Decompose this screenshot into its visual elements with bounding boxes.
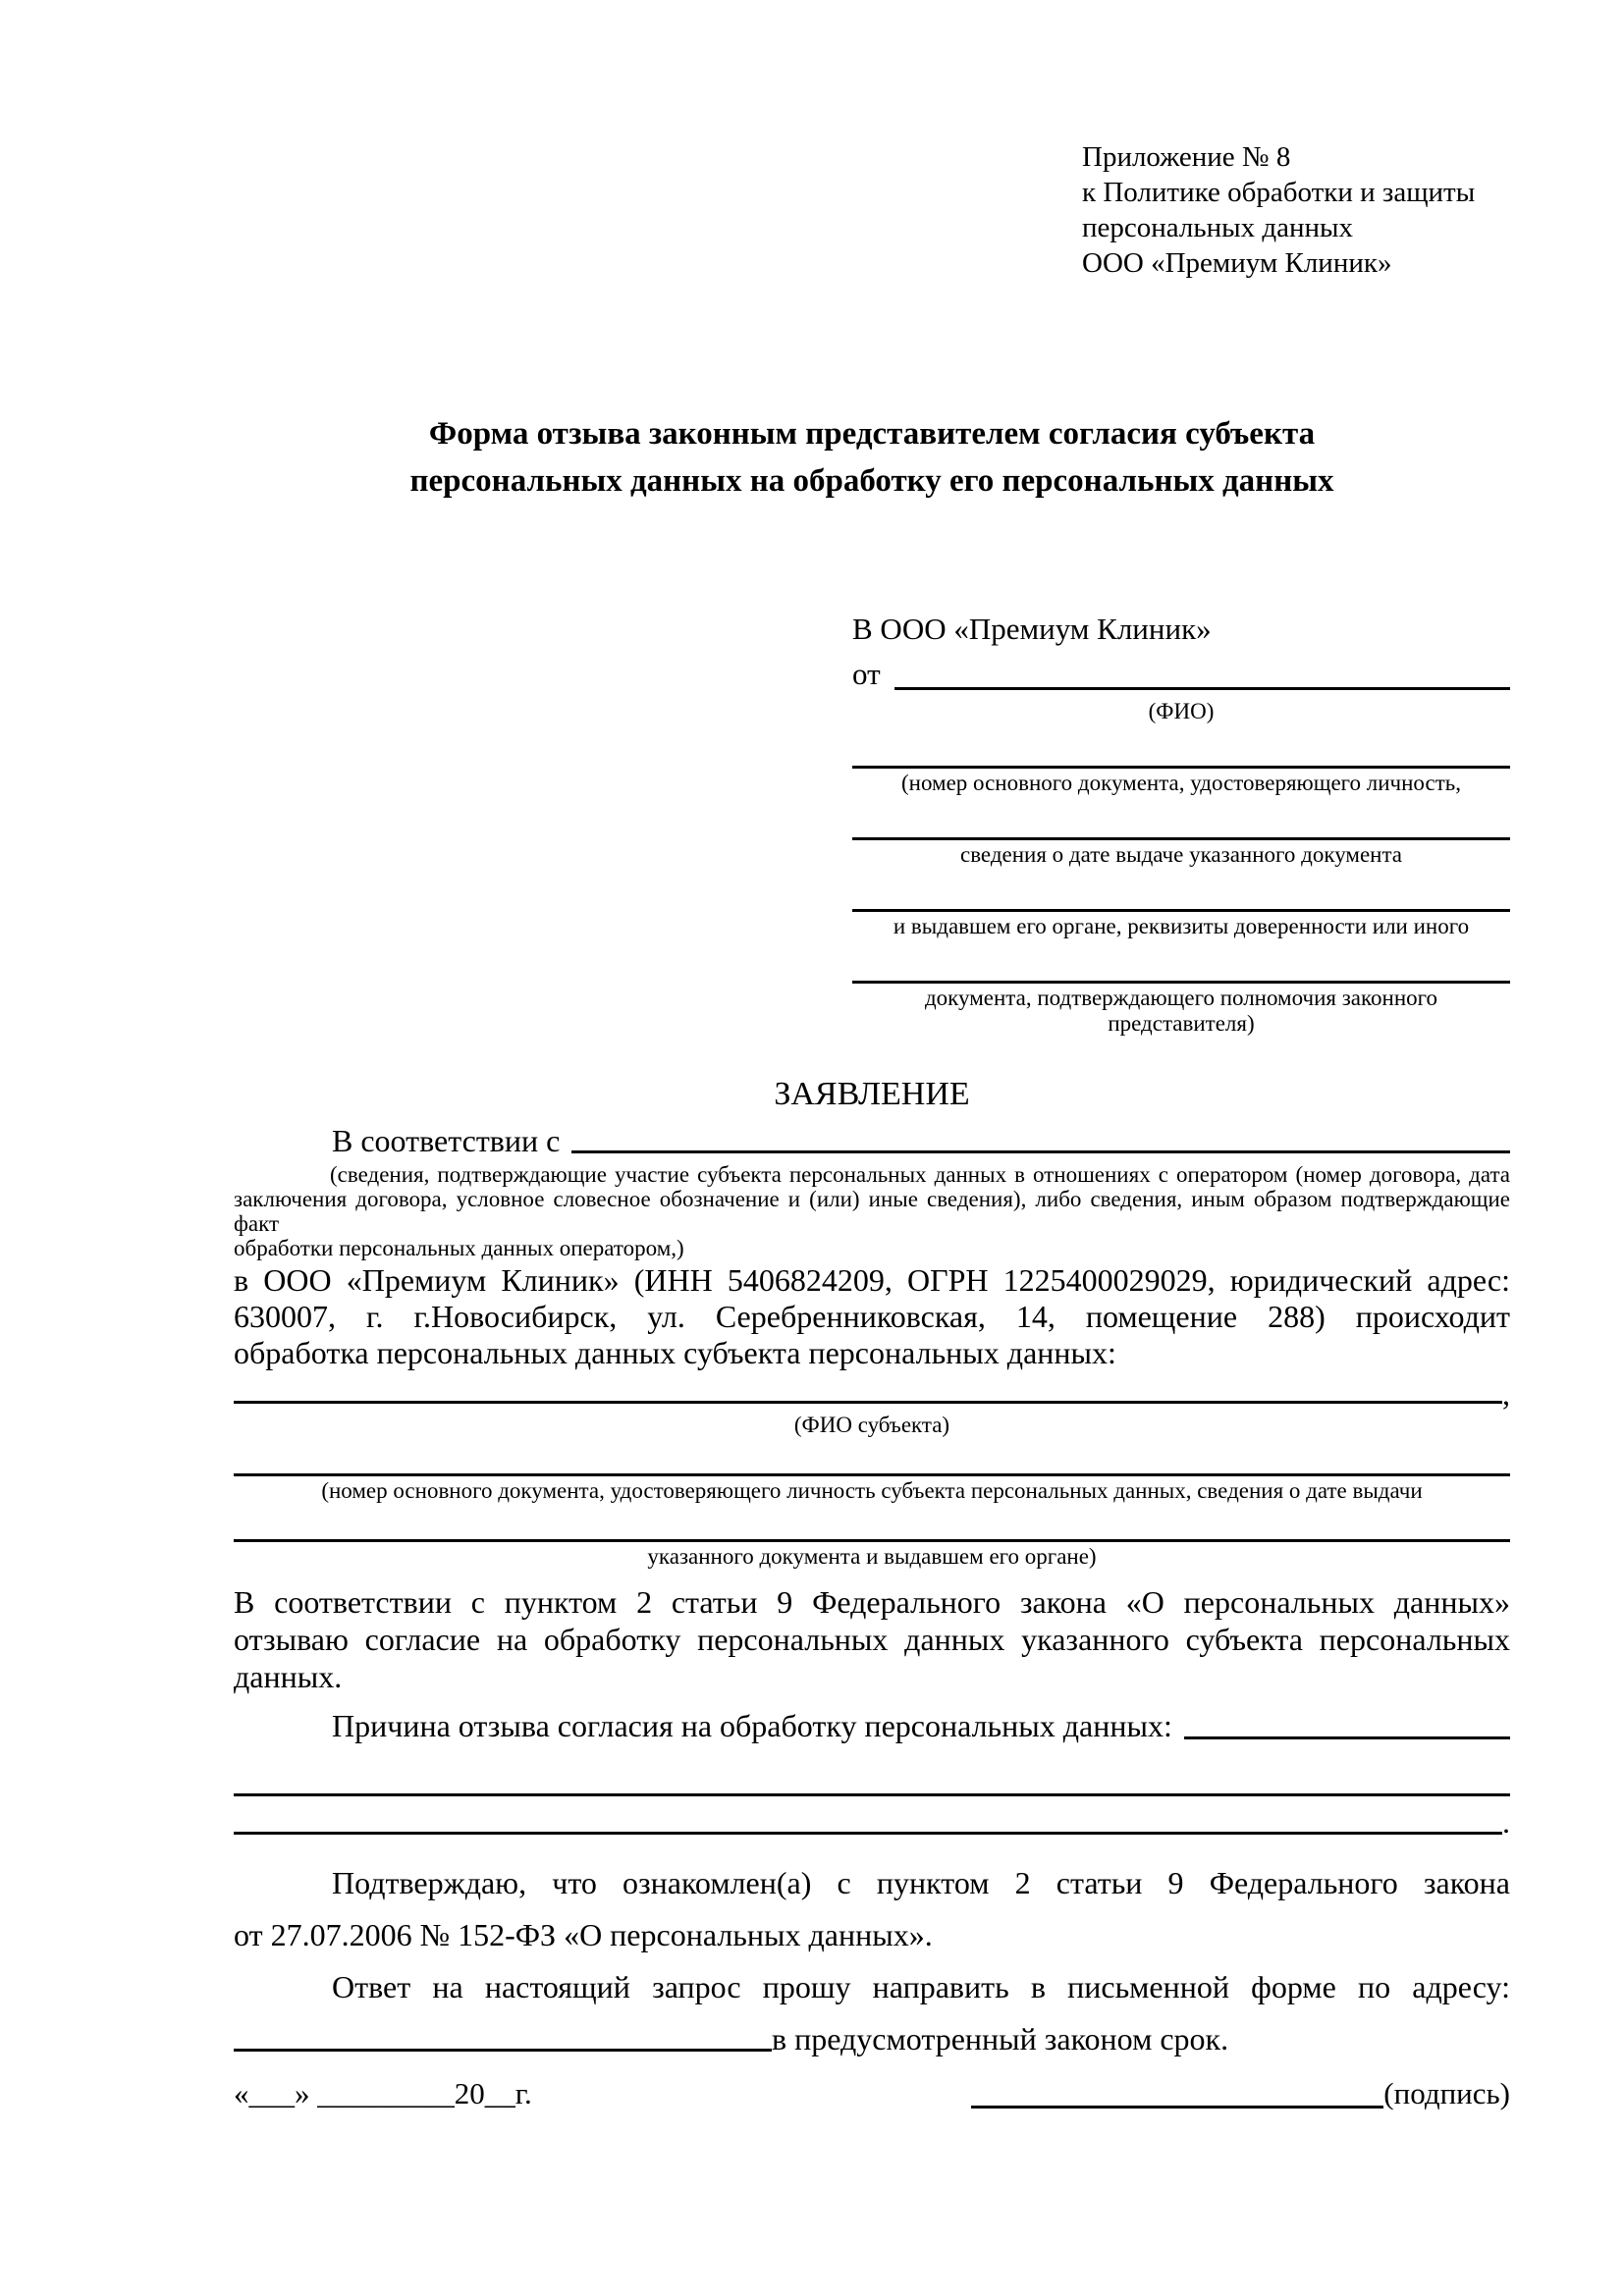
from-blank-line bbox=[894, 687, 1510, 690]
operator-paragraph bbox=[234, 1262, 1510, 1371]
response-address-row bbox=[234, 2019, 1510, 2058]
from-label: от bbox=[852, 657, 881, 691]
response-line-1: Ответ на настоящий запрос прошу направить в письменной форме по адресу: bbox=[332, 1969, 1510, 2004]
date-blank: «___» _________20__г. bbox=[234, 2076, 532, 2110]
acknowledgement-paragraph bbox=[234, 1857, 1510, 1961]
signature-caption: (подпись) bbox=[1383, 2076, 1510, 2110]
subject-fio-row bbox=[234, 1377, 1510, 1411]
intro-caption-line: заключения договора, условное словесное обозначение и (или) иные сведения), либо сведения, иным образом подтверждающие факт bbox=[234, 1187, 1510, 1236]
subject-doc-line-2 bbox=[234, 1527, 1510, 1542]
doc-caption-1: (номер основного документа, удостоверяющего личность, bbox=[900, 771, 1461, 795]
withdrawal-line: В соответствии с пунктом 2 статьи 9 Федерального закона «О персональных данных» bbox=[234, 1584, 1510, 1620]
operator-paragraph-line: 630007, г. г.Новосибирск, ул. Серебренниковская, 14, помещение 288) происходит bbox=[234, 1299, 1510, 1334]
doc-blank-line-3 bbox=[852, 897, 1510, 912]
footer-row bbox=[234, 2072, 1510, 2115]
intro-blank-line bbox=[571, 1150, 1510, 1153]
form-title-line: персональных данных на обработку его персональных данных bbox=[409, 463, 1334, 499]
withdrawal-line: отзываю согласие на обработку персональных данных указанного субъекта персональных bbox=[234, 1622, 1510, 1657]
appendix-line: к Политике обработки и защиты bbox=[1082, 177, 1476, 208]
intro-caption-line: (сведения, подтверждающие участие субъекта персональных данных в отношениях с оператором (номер договора, дата bbox=[330, 1162, 1510, 1187]
reason-extra-line-1 bbox=[234, 1782, 1510, 1796]
signature-line bbox=[971, 2106, 1383, 2109]
intro-caption-line: обработки персональных данных оператором,) bbox=[234, 1236, 684, 1260]
subject-fio-suffix: , bbox=[1502, 1376, 1510, 1412]
appendix-line: персональных данных bbox=[1082, 212, 1354, 243]
subject-doc-caption-1: (номер основного документа, удостоверяющего личность субъекта персональных данных, сведения о дате выдачи bbox=[321, 1478, 1423, 1503]
subject-fio-line bbox=[234, 1401, 1502, 1404]
reason-blank-suffix: . bbox=[1502, 1804, 1510, 1840]
reason-blank-line bbox=[1184, 1736, 1510, 1739]
appendix-note bbox=[1082, 139, 1510, 281]
addressee-to: В ООО «Премиум Клиник» bbox=[852, 612, 1212, 646]
subject-doc-caption-2: указанного документа и выдавшем его органе) bbox=[647, 1544, 1097, 1569]
doc-blank-line-4 bbox=[852, 969, 1510, 984]
doc-blank-line-2 bbox=[852, 826, 1510, 840]
intro-caption bbox=[234, 1162, 1510, 1260]
form-title-line: Форма отзыва законным представителем согласия субъекта bbox=[428, 416, 1316, 452]
form-title bbox=[234, 410, 1510, 505]
response-paragraph bbox=[234, 1961, 1510, 2013]
acknowledgement-line: Подтверждаю, что ознакомлен(а) с пунктом 2 статьи 9 Федерального закона bbox=[332, 1865, 1510, 1900]
fio-caption: (ФИО) bbox=[1148, 699, 1215, 723]
reason-row bbox=[234, 1705, 1510, 1746]
operator-paragraph-line: обработка персональных данных субъекта персональных данных: bbox=[234, 1335, 1116, 1370]
doc-caption-2: сведения о дате выдаче указанного документа bbox=[959, 842, 1403, 867]
withdrawal-line: данных. bbox=[234, 1659, 343, 1694]
addressee-from-row bbox=[852, 652, 1510, 697]
response-tail: в предусмотренный законом срок. bbox=[772, 2021, 1229, 2056]
doc-caption-4: документа, подтверждающего полномочия законного представителя) bbox=[924, 986, 1437, 1036]
operator-paragraph-line: в ООО «Премиум Клиник» (ИНН 5406824209, ОГРН 1225400029029, юридический адрес: bbox=[234, 1262, 1510, 1298]
intro-row bbox=[234, 1121, 1510, 1160]
appendix-line: ООО «Премиум Клиник» bbox=[1082, 247, 1392, 279]
statement-heading: ЗАЯВЛЕНИЕ bbox=[774, 1076, 970, 1112]
addressee-block bbox=[852, 607, 1510, 1037]
reason-label: Причина отзыва согласия на обработку персональных данных: bbox=[332, 1708, 1172, 1743]
withdrawal-paragraph bbox=[234, 1583, 1510, 1695]
response-address-line bbox=[234, 2049, 772, 2052]
appendix-line: Приложение № 8 bbox=[1082, 141, 1291, 173]
signature-group bbox=[971, 2072, 1510, 2115]
subject-doc-line-1 bbox=[234, 1462, 1510, 1476]
reason-extra-row-2 bbox=[234, 1802, 1510, 1842]
document-content bbox=[234, 0, 1510, 2115]
doc-blank-line-1 bbox=[852, 754, 1510, 769]
reason-extra-line-2 bbox=[234, 1832, 1502, 1835]
doc-caption-3: и выдавшем его органе, реквизиты доверенности или иного bbox=[893, 914, 1470, 938]
subject-fio-caption: (ФИО субъекта) bbox=[793, 1413, 950, 1437]
intro-label: В соответствии с bbox=[332, 1123, 561, 1158]
acknowledgement-line: от 27.07.2006 № 152-ФЗ «О персональных данных». bbox=[234, 1917, 933, 1952]
